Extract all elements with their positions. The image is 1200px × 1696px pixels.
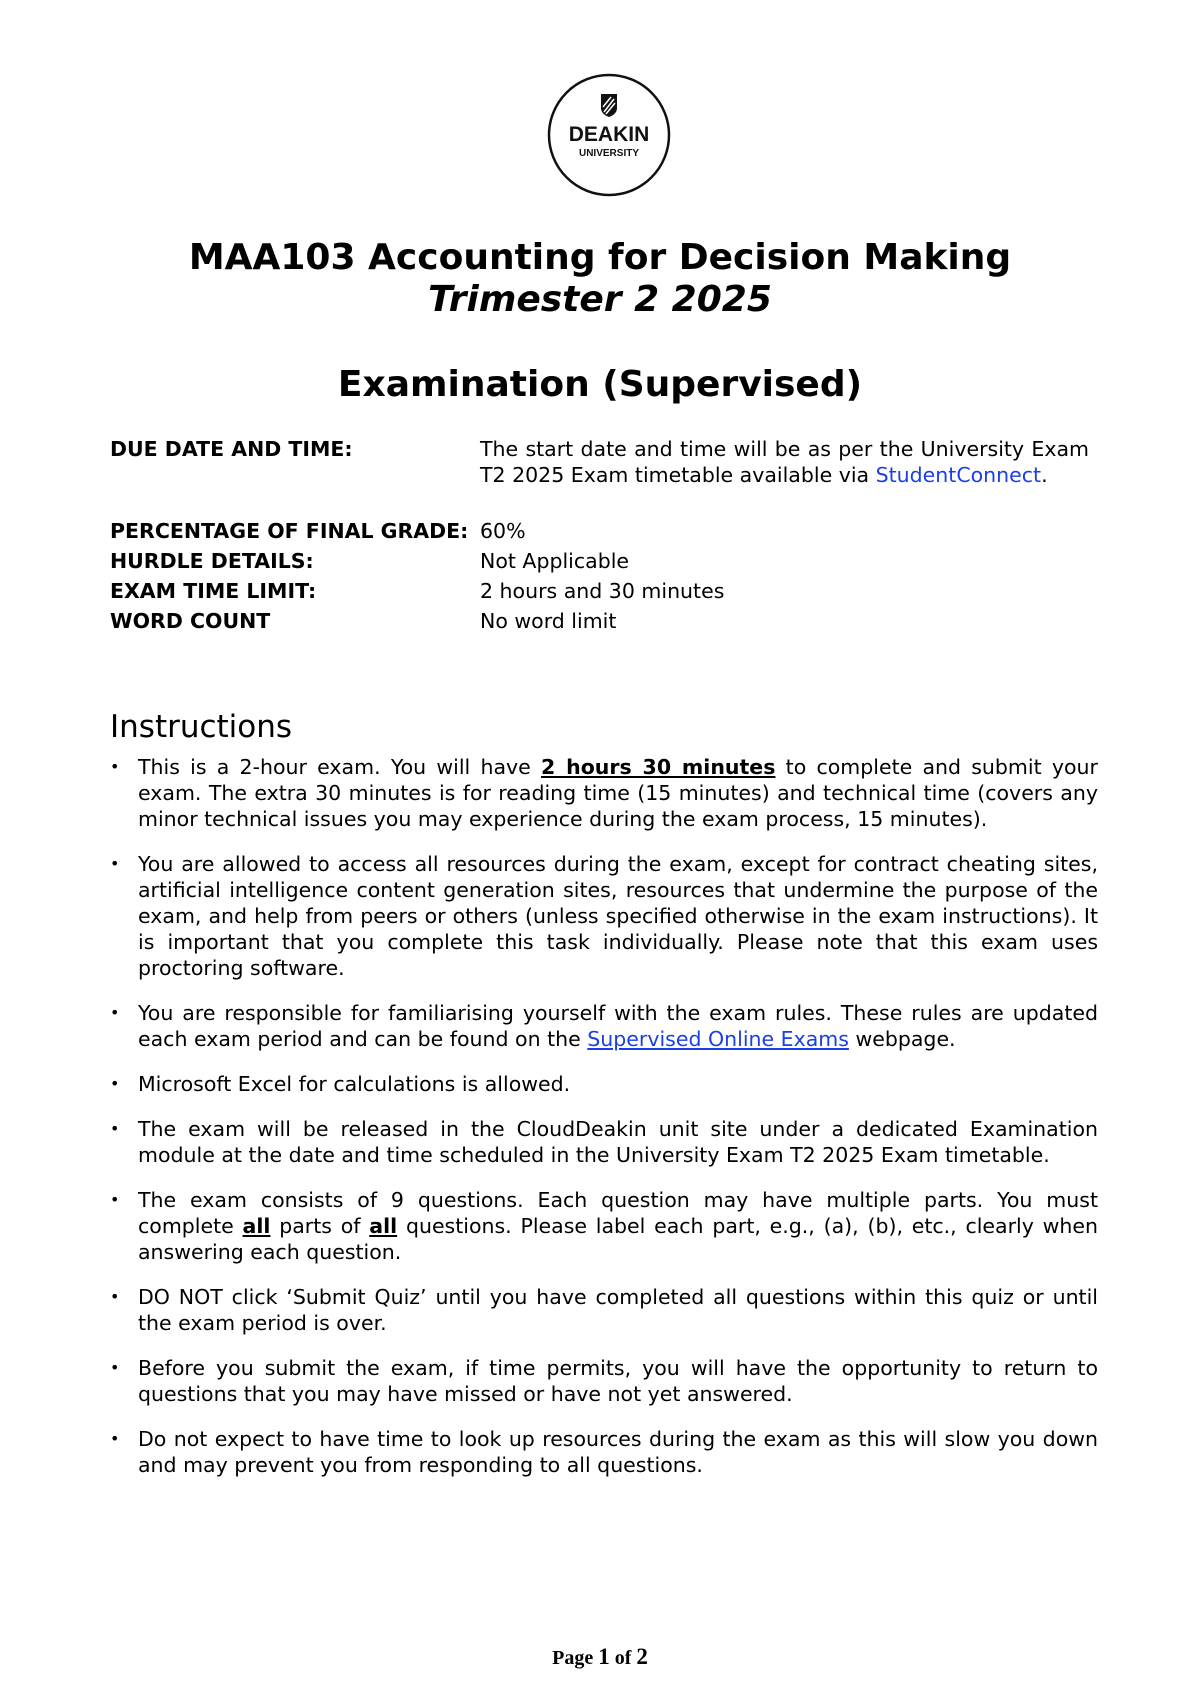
bullet-icon: • <box>110 1287 120 1306</box>
page-footer <box>0 1644 1200 1670</box>
list-item <box>110 1284 1098 1336</box>
deakin-logo-icon <box>546 72 672 198</box>
item-text: This is a 2-hour exam. You will have <box>138 755 531 779</box>
total-page-number: 2 <box>636 1644 648 1669</box>
list-item <box>110 754 1098 832</box>
hurdle-label: HURDLE DETAILS: <box>110 549 314 573</box>
detail-row-word-count <box>110 608 1090 634</box>
bullet-icon: • <box>110 757 120 776</box>
bullet-icon: • <box>110 1003 120 1022</box>
detail-row-hurdle <box>110 548 1090 574</box>
bullet-icon: • <box>110 1358 120 1377</box>
supervised-online-exams-link[interactable]: Supervised Online Exams <box>587 1027 849 1051</box>
instructions-heading: Instructions <box>110 709 293 745</box>
due-date-value <box>480 436 1089 488</box>
item-text: parts of <box>279 1214 361 1238</box>
logo-wordmark: DEAKIN <box>568 123 650 146</box>
list-item <box>110 1000 1098 1052</box>
item-text: Microsoft Excel for calculations is allowed. <box>138 1072 571 1096</box>
item-text: Before you submit the exam, if time permits, you will have the opportunity to return to questions that you may have missed or have not yet answered. <box>138 1356 1098 1406</box>
due-date-text: The start date and time will be as per the University Exam T2 2025 Exam timetable available via <box>480 437 1089 487</box>
exam-title: Examination (Supervised) <box>337 364 863 405</box>
percentage-label: PERCENTAGE OF FINAL GRADE: <box>110 519 469 543</box>
bullet-icon: • <box>110 1119 120 1138</box>
instructions-list <box>110 754 1098 1497</box>
item-text: The exam consists of 9 questions. Each question may have multiple parts. You must complete <box>138 1188 1098 1238</box>
hurdle-value: Not Applicable <box>480 549 630 573</box>
detail-row-time-limit <box>110 578 1090 604</box>
due-date-label: DUE DATE AND TIME: <box>110 437 353 461</box>
page-word: Page <box>552 1647 594 1669</box>
bullet-icon: • <box>110 1190 120 1209</box>
item-text: questions. Please label each part, e.g., (a), (b), etc., clearly when answering each question. <box>138 1214 1098 1264</box>
due-date-suffix: . <box>1041 463 1048 487</box>
time-limit-label: EXAM TIME LIMIT: <box>110 579 317 603</box>
bullet-icon: • <box>110 1074 120 1093</box>
list-item <box>110 1426 1098 1478</box>
studentconnect-link[interactable]: StudentConnect <box>875 463 1042 487</box>
detail-row-due-date <box>110 436 1090 488</box>
word-count-value: No word limit <box>480 609 617 633</box>
logo-subtext: UNIVERSITY <box>578 148 640 159</box>
word-count-label: WORD COUNT <box>110 609 271 633</box>
list-item <box>110 1116 1098 1168</box>
list-item <box>110 1355 1098 1407</box>
course-title: MAA103 Accounting for Decision Making <box>188 237 1012 278</box>
item-text: DO NOT click ‘Submit Quiz’ until you have completed all questions within this quiz or until the exam period is over. <box>138 1285 1098 1335</box>
bullet-icon: • <box>110 854 120 873</box>
emphasis-text: 2 hours 30 minutes <box>541 755 776 779</box>
bullet-icon: • <box>110 1429 120 1448</box>
item-text: webpage. <box>855 1027 956 1051</box>
deakin-logo <box>546 72 672 198</box>
percentage-value: 60% <box>480 519 526 543</box>
time-limit-value: 2 hours and 30 minutes <box>480 579 725 603</box>
item-text: to complete and submit your exam. The extra 30 minutes is for reading time (15 minutes) and technical time (covers any minor technical issues you may experience during the exam process, 15 minutes). <box>138 755 1098 831</box>
list-item <box>110 1071 1098 1097</box>
emphasis-text: all <box>242 1214 271 1238</box>
term-title: Trimester 2 2025 <box>428 279 772 320</box>
current-page-number: 1 <box>598 1644 610 1669</box>
detail-row-percentage <box>110 518 1090 544</box>
of-word: of <box>614 1647 632 1669</box>
emphasis-text: all <box>369 1214 398 1238</box>
list-item <box>110 851 1098 981</box>
exam-details <box>110 436 1090 634</box>
item-text: You are allowed to access all resources during the exam, except for contract cheating sites, artificial intelligence content generation sites, resources that undermine the purpose of the exam, and help from peers or others (unless specified otherwise in the exam instructions). It is important that you complete this task individually. Please note that this exam uses proctoring software. <box>138 852 1098 980</box>
list-item <box>110 1187 1098 1265</box>
item-text: The exam will be released in the CloudDeakin unit site under a dedicated Examination module at the date and time scheduled in the University Exam T2 2025 Exam timetable. <box>138 1117 1098 1167</box>
item-text: You are responsible for familiarising yourself with the exam rules. These rules are updated each exam period and can be found on the <box>138 1001 1098 1051</box>
item-text: Do not expect to have time to look up resources during the exam as this will slow you down and may prevent you from responding to all questions. <box>138 1427 1098 1477</box>
